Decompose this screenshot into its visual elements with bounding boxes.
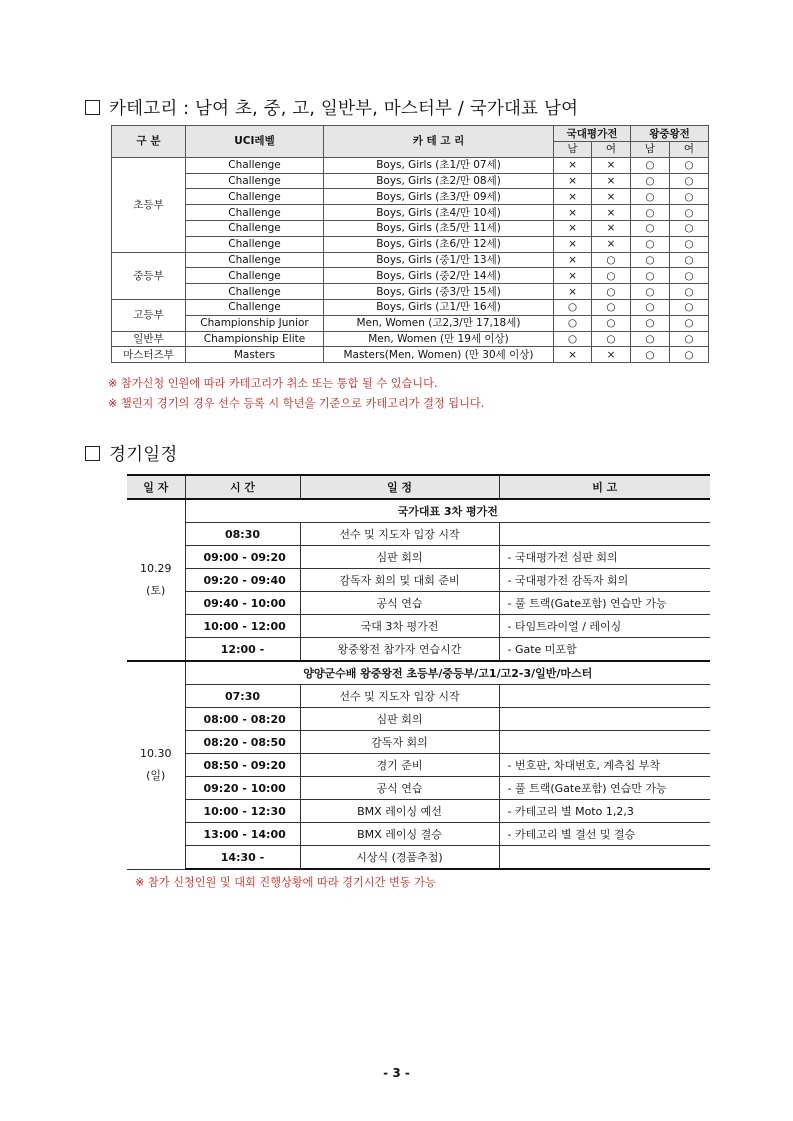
schedule-table-body [127, 499, 710, 869]
eligibility-mark: × [554, 173, 592, 189]
category-row [112, 299, 709, 315]
eligibility-mark: × [554, 268, 592, 284]
uci-level-cell: Challenge [186, 220, 324, 236]
col-national-male: 남 [554, 142, 592, 158]
schedule-section-title [85, 441, 177, 466]
eligibility-mark: ○ [592, 299, 631, 315]
eligibility-mark: × [554, 252, 592, 268]
category-note-1: ※ 참가신청 인원에 따라 카테고리가 취소 또는 통합 될 수 있습니다. [108, 377, 438, 390]
uci-level-cell: Challenge [186, 268, 324, 284]
uci-level-cell: Challenge [186, 189, 324, 205]
schedule-item-cell: 감독자 회의 및 대회 준비 [300, 569, 499, 592]
eligibility-mark: ○ [554, 331, 592, 347]
remark-cell: - 국대평가전 감독자 회의 [499, 569, 710, 592]
weekday-value: (토) [146, 584, 166, 597]
schedule-item-cell: 공식 연습 [300, 777, 499, 800]
schedule-item-cell: BMX 레이싱 결승 [300, 823, 499, 846]
schedule-row [127, 592, 710, 615]
date-value: 10.29 [140, 562, 172, 575]
category-row [112, 189, 709, 205]
eligibility-mark: ○ [670, 347, 709, 363]
eligibility-mark: ○ [592, 284, 631, 300]
remark-cell: - 타임트라이얼 / 레이싱 [499, 615, 710, 638]
division-cell: 마스터즈부 [112, 347, 186, 363]
schedule-item-cell: 심판 회의 [300, 708, 499, 731]
eligibility-mark: ○ [670, 220, 709, 236]
eligibility-mark: ○ [631, 268, 670, 284]
col-date-header: 일 자 [127, 475, 185, 499]
schedule-item-cell: 시상식 (경품추첨) [300, 846, 499, 870]
eligibility-mark: ○ [592, 331, 631, 347]
eligibility-mark: × [592, 157, 631, 173]
eligibility-mark: ○ [670, 189, 709, 205]
uci-level-cell: Challenge [186, 252, 324, 268]
remark-cell: - 카테고리 별 Moto 1,2,3 [499, 800, 710, 823]
category-cell: Boys, Girls (초3/만 09세) [324, 189, 554, 205]
schedule-item-cell: 감독자 회의 [300, 731, 499, 754]
category-row [112, 284, 709, 300]
schedule-row [127, 800, 710, 823]
time-cell: 09:00 - 09:20 [185, 546, 300, 569]
eligibility-mark: ○ [631, 284, 670, 300]
eligibility-mark: ○ [592, 268, 631, 284]
category-cell: Boys, Girls (중1/만 13세) [324, 252, 554, 268]
uci-level-cell: Challenge [186, 173, 324, 189]
col-division-header: 구 분 [112, 126, 186, 158]
eligibility-mark: ○ [670, 252, 709, 268]
time-cell: 08:50 - 09:20 [185, 754, 300, 777]
eligibility-mark: ○ [670, 284, 709, 300]
category-row [112, 236, 709, 252]
category-cell: Boys, Girls (중2/만 14세) [324, 268, 554, 284]
schedule-row [127, 846, 710, 870]
schedule-row [127, 638, 710, 662]
category-cell: Boys, Girls (초5/만 11세) [324, 220, 554, 236]
event-title-row [127, 661, 710, 685]
category-row [112, 268, 709, 284]
division-cell: 고등부 [112, 299, 186, 331]
eligibility-mark: × [592, 220, 631, 236]
date-value: 10.30 [140, 747, 172, 761]
eligibility-mark: × [554, 236, 592, 252]
remark-cell: - 국대평가전 심판 회의 [499, 546, 710, 569]
eligibility-mark: ○ [670, 315, 709, 331]
category-row [112, 173, 709, 189]
col-uci-header: UCI레벨 [186, 126, 324, 158]
time-cell: 10:00 - 12:00 [185, 615, 300, 638]
schedule-item-cell: 국대 3차 평가전 [300, 615, 499, 638]
col-category-header: 카 테 고 리 [324, 126, 554, 158]
weekday-value: (일) [146, 769, 166, 783]
eligibility-mark: ○ [631, 252, 670, 268]
eligibility-mark: ○ [554, 299, 592, 315]
category-cell: Boys, Girls (고1/만 16세) [324, 299, 554, 315]
remark-cell: - 카테고리 별 결선 및 결승 [499, 823, 710, 846]
time-cell: 09:40 - 10:00 [185, 592, 300, 615]
eligibility-mark: ○ [631, 315, 670, 331]
eligibility-mark: × [592, 173, 631, 189]
event-title: 국가대표 3차 평가전 [185, 499, 710, 523]
eligibility-mark: ○ [631, 205, 670, 221]
schedule-item-cell: 경기 준비 [300, 754, 499, 777]
schedule-row [127, 708, 710, 731]
col-national-header: 국대평가전 [554, 126, 631, 142]
eligibility-mark: ○ [631, 189, 670, 205]
schedule-item-cell: 심판 회의 [300, 546, 499, 569]
division-cell: 초등부 [112, 157, 186, 252]
category-row [112, 220, 709, 236]
schedule-row [127, 685, 710, 708]
remark-cell: - 풀 트랙(Gate포함) 연습만 가능 [499, 777, 710, 800]
col-schedule-header: 일 정 [300, 475, 499, 499]
uci-level-cell: Challenge [186, 205, 324, 221]
eligibility-mark: ○ [670, 331, 709, 347]
col-king-header: 왕중왕전 [631, 126, 709, 142]
uci-level-cell: Championship Elite [186, 331, 324, 347]
uci-level-cell: Challenge [186, 157, 324, 173]
division-cell: 중등부 [112, 252, 186, 299]
schedule-item-cell: 공식 연습 [300, 592, 499, 615]
eligibility-mark: × [554, 189, 592, 205]
event-title-row [127, 499, 710, 523]
eligibility-mark: × [554, 220, 592, 236]
eligibility-mark: ○ [631, 236, 670, 252]
time-cell: 09:20 - 09:40 [185, 569, 300, 592]
remark-cell [499, 731, 710, 754]
eligibility-mark: ○ [631, 173, 670, 189]
uci-level-cell: Challenge [186, 236, 324, 252]
eligibility-mark: ○ [554, 315, 592, 331]
schedule-row [127, 823, 710, 846]
category-row [112, 315, 709, 331]
schedule-row [127, 523, 710, 546]
category-row [112, 157, 709, 173]
category-cell: Boys, Girls (초1/만 07세) [324, 157, 554, 173]
uci-level-cell: Challenge [186, 284, 324, 300]
time-cell: 13:00 - 14:00 [185, 823, 300, 846]
page-number: - 3 - [383, 1066, 410, 1080]
eligibility-mark: ○ [631, 331, 670, 347]
eligibility-mark: × [554, 205, 592, 221]
eligibility-mark: ○ [670, 299, 709, 315]
remark-cell [499, 846, 710, 870]
category-table [111, 125, 709, 363]
time-cell: 08:20 - 08:50 [185, 731, 300, 754]
time-cell: 14:30 - [185, 846, 300, 870]
eligibility-mark: ○ [670, 236, 709, 252]
category-cell: Men, Women (고2,3/만 17,18세) [324, 315, 554, 331]
uci-level-cell: Masters [186, 347, 324, 363]
schedule-row [127, 754, 710, 777]
schedule-row [127, 546, 710, 569]
category-row [112, 347, 709, 363]
col-remarks-header: 비 고 [499, 475, 710, 499]
eligibility-mark: ○ [670, 157, 709, 173]
schedule-table [127, 474, 710, 870]
category-cell: Boys, Girls (초6/만 12세) [324, 236, 554, 252]
time-cell: 08:30 [185, 523, 300, 546]
event-title: 양양군수배 왕중왕전 초등부/중등부/고1/고2-3/일반/마스터 [185, 661, 710, 685]
time-cell: 07:30 [185, 685, 300, 708]
eligibility-mark: ○ [631, 299, 670, 315]
category-cell: Boys, Girls (중3/만 15세) [324, 284, 554, 300]
date-cell [127, 661, 185, 869]
checkbox-square-icon [85, 100, 100, 115]
col-time-header: 시 간 [185, 475, 300, 499]
eligibility-mark: ○ [670, 173, 709, 189]
eligibility-mark: ○ [592, 252, 631, 268]
time-cell: 12:00 - [185, 638, 300, 662]
category-row [112, 205, 709, 221]
schedule-note: ※ 참가 신청인원 및 대회 진행상황에 따라 경기시간 변동 가능 [135, 876, 436, 889]
eligibility-mark: ○ [631, 157, 670, 173]
category-section-title-text: 카테고리 : 남여 초, 중, 고, 일반부, 마스터부 / 국가대표 남여 [109, 99, 579, 119]
schedule-row [127, 731, 710, 754]
category-cell: Masters(Men, Women) (만 30세 이상) [324, 347, 554, 363]
eligibility-mark: ○ [631, 347, 670, 363]
eligibility-mark: ○ [670, 205, 709, 221]
remark-cell: - 풀 트랙(Gate포함) 연습만 가능 [499, 592, 710, 615]
eligibility-mark: ○ [631, 220, 670, 236]
category-cell: Boys, Girls (초2/만 08세) [324, 173, 554, 189]
eligibility-mark: × [592, 205, 631, 221]
uci-level-cell: Championship Junior [186, 315, 324, 331]
category-cell: Boys, Girls (초4/만 10세) [324, 205, 554, 221]
time-cell: 08:00 - 08:20 [185, 708, 300, 731]
schedule-row [127, 569, 710, 592]
eligibility-mark: ○ [670, 268, 709, 284]
time-cell: 09:20 - 10:00 [185, 777, 300, 800]
remark-cell: - 번호판, 차대번호, 계측칩 부착 [499, 754, 710, 777]
remark-cell [499, 708, 710, 731]
schedule-item-cell: 선수 및 지도자 입장 시작 [300, 685, 499, 708]
eligibility-mark: ○ [592, 315, 631, 331]
division-cell: 일반부 [112, 331, 186, 347]
remark-cell [499, 523, 710, 546]
time-cell: 10:00 - 12:30 [185, 800, 300, 823]
remark-cell: - Gate 미포함 [499, 638, 710, 662]
category-row [112, 252, 709, 268]
eligibility-mark: × [554, 347, 592, 363]
col-king-male: 남 [631, 142, 670, 158]
category-section-title [85, 95, 578, 120]
checkbox-square-icon [85, 446, 100, 461]
remark-cell [499, 685, 710, 708]
schedule-row [127, 615, 710, 638]
category-cell: Men, Women (만 19세 이상) [324, 331, 554, 347]
date-cell [127, 499, 185, 661]
col-national-female: 여 [592, 142, 631, 158]
category-note-2: ※ 챌린지 경기의 경우 선수 등록 시 학년을 기준으로 카테고리가 결정 됩니다. [108, 397, 485, 410]
schedule-item-cell: 선수 및 지도자 입장 시작 [300, 523, 499, 546]
schedule-row [127, 777, 710, 800]
schedule-item-cell: 왕중왕전 참가자 연습시간 [300, 638, 499, 662]
eligibility-mark: × [592, 189, 631, 205]
col-king-female: 여 [670, 142, 709, 158]
category-table-body [112, 157, 709, 362]
schedule-section-title-text: 경기일정 [109, 445, 178, 465]
eligibility-mark: × [554, 284, 592, 300]
eligibility-mark: × [554, 157, 592, 173]
eligibility-mark: × [592, 347, 631, 363]
category-row [112, 331, 709, 347]
schedule-item-cell: BMX 레이싱 예선 [300, 800, 499, 823]
eligibility-mark: × [592, 236, 631, 252]
uci-level-cell: Challenge [186, 299, 324, 315]
